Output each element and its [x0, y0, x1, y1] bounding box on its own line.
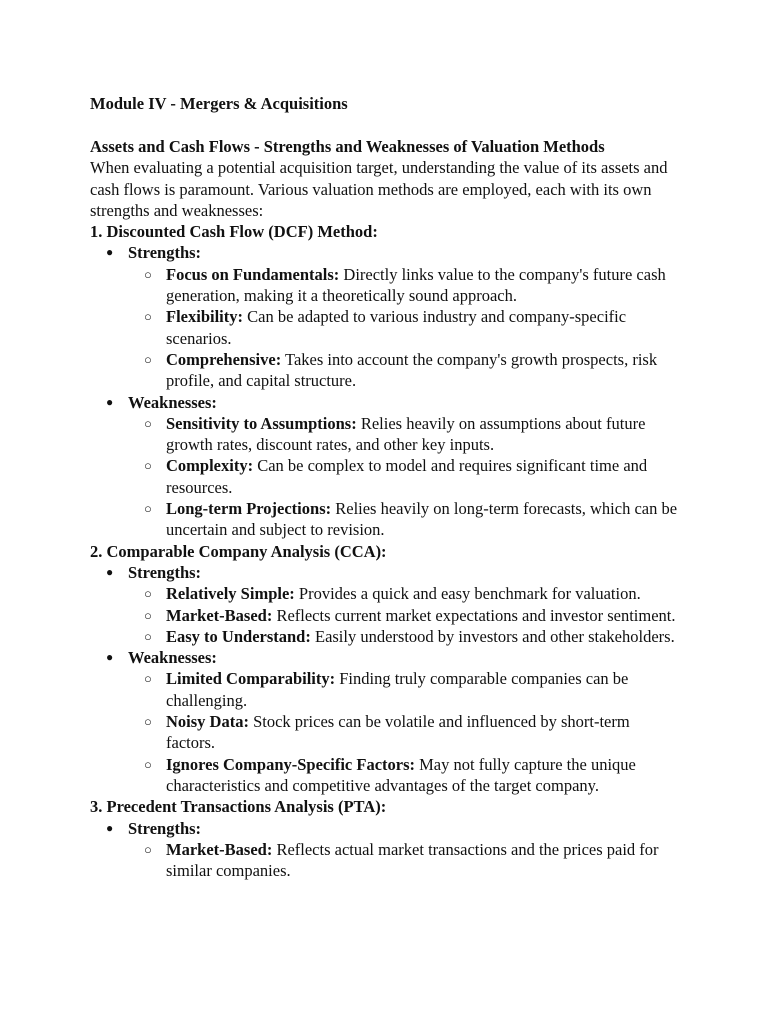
- list-item: [90, 668, 680, 711]
- item-text: Directly links value to the company's future cash generation, making it a theoretically sound approach.: [166, 264, 666, 306]
- method-cca: [90, 541, 680, 797]
- item-term: Ignores Company-Specific Factors:: [166, 754, 415, 774]
- hollow-bullet-icon: ○: [144, 671, 152, 687]
- list-item: [90, 264, 680, 307]
- hollow-bullet-icon: ○: [144, 756, 152, 772]
- hollow-bullet-icon: ○: [144, 607, 152, 623]
- hollow-bullet-icon: ○: [144, 458, 152, 474]
- hollow-bullet-icon: ○: [144, 501, 152, 517]
- bullet-icon: ●: [106, 564, 114, 579]
- list-item: [90, 839, 680, 882]
- list-item: [90, 498, 680, 541]
- hollow-bullet-icon: ○: [144, 351, 152, 367]
- item-term: Sensitivity to Assumptions:: [166, 413, 357, 433]
- pta-groups: [90, 818, 680, 882]
- item-term: Long-term Projections:: [166, 499, 332, 519]
- item-term: Market-Based:: [166, 605, 273, 625]
- item-text: Takes into account the company's growth prospects, risk profile, and capital structure.: [166, 349, 658, 391]
- method-heading: 1. Discounted Cash Flow (DCF) Method:: [90, 222, 378, 242]
- list-item: [90, 583, 680, 604]
- method-heading: 3. Precedent Transactions Analysis (PTA):: [90, 797, 387, 817]
- hollow-bullet-icon: ○: [144, 841, 152, 857]
- weaknesses-group: [90, 647, 680, 668]
- strengths-group: [90, 818, 680, 839]
- section-heading: Assets and Cash Flows - Strengths and Weaknesses of Valuation Methods: [90, 137, 605, 156]
- group-label: Strengths:: [128, 818, 202, 838]
- hollow-bullet-icon: ○: [144, 266, 152, 282]
- bullet-icon: ●: [106, 820, 114, 835]
- bullet-icon: ●: [106, 394, 114, 409]
- list-item: [90, 626, 680, 647]
- item-text: Relies heavily on long-term forecasts, which can be uncertain and subject to revision.: [166, 499, 678, 540]
- cca-groups: [90, 562, 680, 796]
- dcf-groups: [90, 242, 680, 540]
- hollow-bullet-icon: ○: [144, 586, 152, 602]
- list-item: [90, 455, 680, 498]
- item-text: Finding truly comparable companies can be challenging.: [166, 669, 629, 710]
- hollow-bullet-icon: ○: [144, 628, 152, 644]
- list-item: [90, 306, 680, 349]
- item-term: Noisy Data:: [166, 712, 249, 732]
- list-item: [90, 349, 680, 392]
- list-item: [90, 413, 680, 456]
- item-term: Limited Comparability:: [166, 669, 336, 689]
- strengths-group: [90, 562, 680, 583]
- item-text: Relies heavily on assumptions about future growth rates, discount rates, and other key inputs.: [166, 413, 646, 455]
- item-term: Relatively Simple:: [166, 584, 295, 604]
- hollow-bullet-icon: ○: [144, 309, 152, 325]
- hollow-bullet-icon: ○: [144, 415, 152, 431]
- item-text: Can be complex to model and requires significant time and resources.: [166, 456, 648, 497]
- item-term: Comprehensive:: [166, 349, 282, 369]
- item-text: Provides a quick and easy benchmark for valuation.: [294, 584, 641, 604]
- item-text: Reflects current market expectations and investor sentiment.: [272, 605, 676, 625]
- document-body: [90, 136, 680, 881]
- group-label: Strengths:: [128, 562, 202, 582]
- method-dcf: [90, 221, 680, 540]
- item-term: Complexity:: [166, 456, 254, 476]
- bullet-icon: ●: [106, 245, 114, 260]
- weaknesses-group: [90, 392, 680, 413]
- item-text: Easily understood by investors and other stakeholders.: [310, 626, 675, 646]
- strengths-group: [90, 242, 680, 263]
- item-text: Can be adapted to various industry and company-specific scenarios.: [166, 307, 627, 348]
- item-text: May not fully capture the unique characteristics and competitive advantages of the target company.: [166, 754, 636, 795]
- item-text: Reflects actual market transactions and the prices paid for similar companies.: [166, 839, 659, 881]
- method-heading: 2. Comparable Company Analysis (CCA):: [90, 541, 387, 561]
- item-term: Focus on Fundamentals:: [166, 264, 340, 284]
- group-label: Weaknesses:: [128, 392, 217, 412]
- intro-paragraph: When evaluating a potential acquisition target, understanding the value of its assets and cash flows is paramount. Various valuation methods are employed, each with its own strengths and weaknesses:: [90, 158, 668, 220]
- item-text: Stock prices can be volatile and influenced by short-term factors.: [166, 712, 630, 753]
- list-item: [90, 711, 680, 754]
- bullet-icon: ●: [106, 650, 114, 665]
- item-term: Easy to Understand:: [166, 626, 311, 646]
- list-item: [90, 605, 680, 626]
- item-term: Flexibility:: [166, 307, 243, 327]
- hollow-bullet-icon: ○: [144, 714, 152, 730]
- document-title: Module IV - Mergers & Acquisitions: [90, 94, 348, 113]
- group-label: Strengths:: [128, 243, 202, 263]
- group-label: Weaknesses:: [128, 648, 217, 668]
- item-term: Market-Based:: [166, 839, 273, 859]
- method-pta: [90, 796, 680, 881]
- list-item: [90, 754, 680, 797]
